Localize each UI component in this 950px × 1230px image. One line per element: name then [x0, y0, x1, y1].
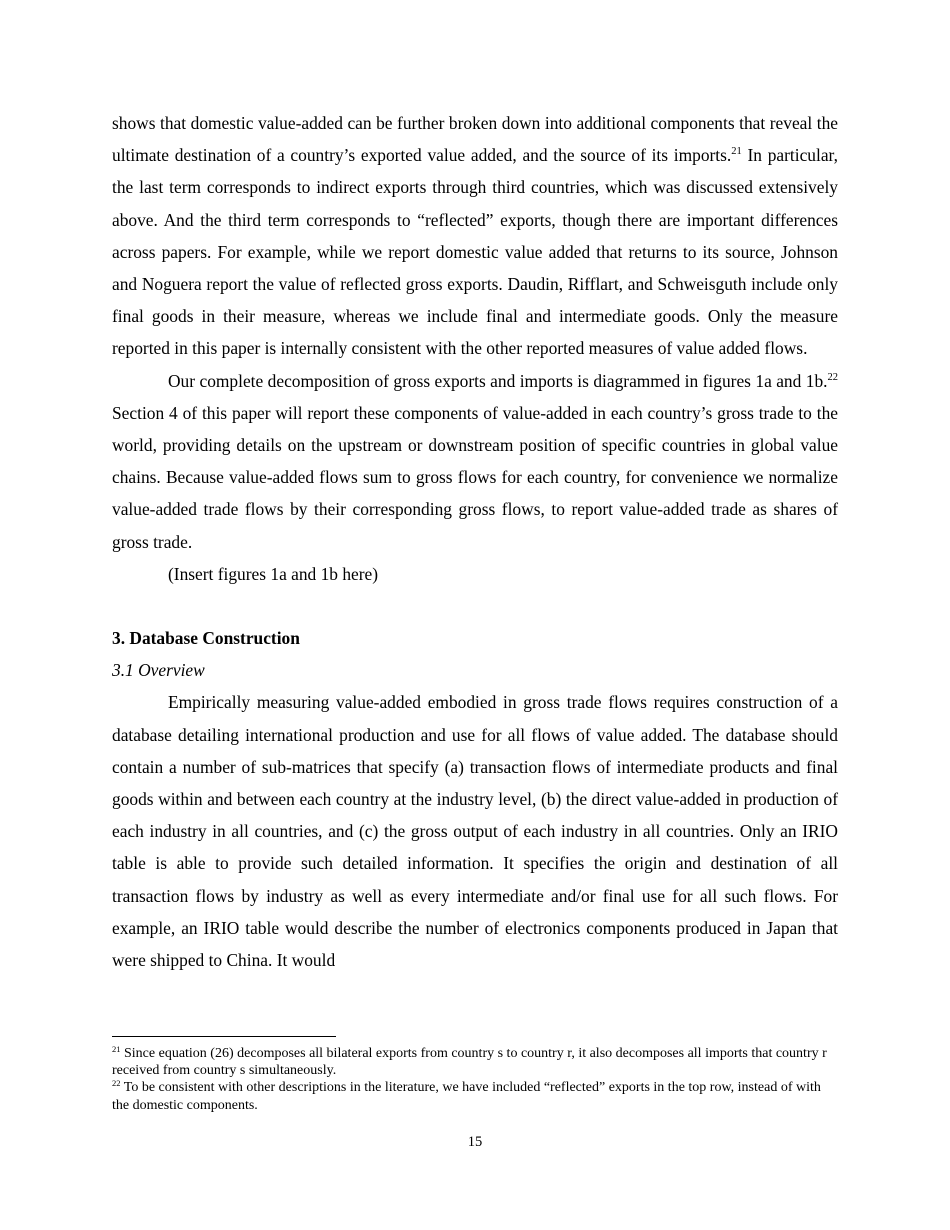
section-spacer [112, 590, 838, 622]
paragraph-4: Empirically measuring value-added embodied in gross trade flows requires construction of a database detailing international production and use for all flows of value added. The database should contain a number of sub-matrices that specify (a) transaction flows of intermediate products and final goods within and between each country at the industry level, (b) the direct value-added in production of each industry in all countries, and (c) the gross output of each industry in all countries. Only an IRIO table is able to provide such detailed information. It specifies the origin and destination of all transaction flows by industry as well as every intermediate and/or final use for all such flows. For example, an IRIO table would describe the number of electronics components produced in Japan that were shipped to China. It would [112, 692, 838, 971]
insert-figures-note: (Insert figures 1a and 1b here) [168, 563, 379, 584]
footnote-ref-22: 22 [827, 371, 838, 383]
paragraph-1-part-b: In particular, the last term corresponds to indirect exports through third countries, which was discussed extensively above. And the third term corresponds to “reflected” exports, though there are important differences across papers. For example, while we report domestic value added that returns to its source, Johnson and Noguera report the value of reflected gross exports. Daudin, Rifflart, and Schweisguth include only final goods in their measure, whereas we include final and intermediate goods. Only the measure reported in this paper is internally consistent with the other reported measures of value added flows. [112, 145, 838, 359]
page-number: 15 [467, 1134, 483, 1150]
paragraph-1-part-a: shows that domestic value-added can be further broken down into additional components that reveal the ultimate destination of a country’s exported value added, and the source of its imports. [112, 113, 838, 166]
paragraph-2-part-b: Section 4 of this paper will report these components of value-added in each country’s gross trade to the world, providing details on the upstream or downstream position of specific countries in global value chains. Because value-added flows sum to gross flows for each country, for convenience we normalize value-added trade flows by their corresponding gross flows, to report value-added trade as shares of gross trade. [112, 402, 838, 552]
footnote-ref-21: 21 [731, 146, 742, 158]
subsection-heading: 3.1 Overview [112, 660, 205, 681]
paragraph-2-part-a: Our complete decomposition of gross exports and imports is diagrammed in figures 1a and 1b. [168, 370, 828, 391]
footnote-number: 22 [112, 1078, 121, 1089]
footnote-number: 21 [112, 1044, 121, 1054]
paragraph-2 [112, 365, 838, 558]
footnote-divider [112, 1036, 336, 1037]
footnote-text: To be consistent with other descriptions in the literature, we have included “reflected” exports in the top row, instead of with the domestic components. [112, 1080, 821, 1113]
section-heading: 3. Database Construction [112, 628, 300, 649]
paragraph-1 [112, 107, 838, 365]
footnotes [112, 1045, 838, 1114]
footnote-text: Since equation (26) decomposes all bilateral exports from country s to country r, it also decomposes all imports that country r received from country s simultaneously. [112, 1046, 827, 1079]
footnote-21 [112, 1045, 838, 1079]
footnote-22 [112, 1079, 838, 1113]
page-body [112, 107, 838, 976]
